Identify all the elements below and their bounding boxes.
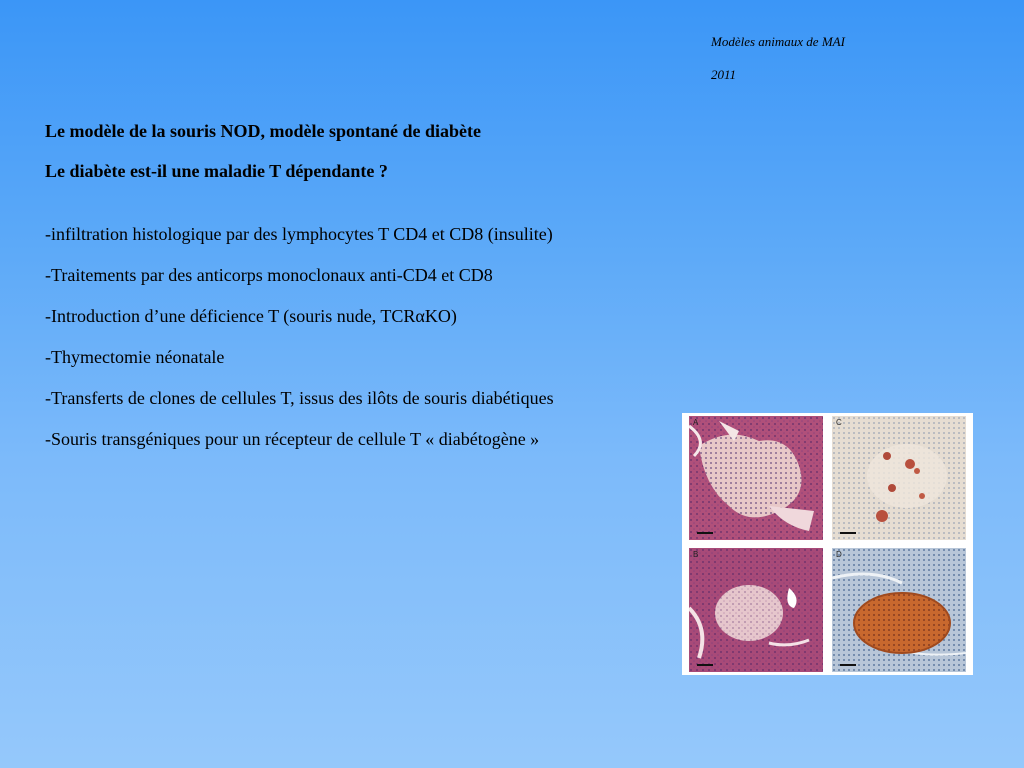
slide-subtitle: Le diabète est-il une maladie T dépendante ? [45, 161, 388, 181]
histology-panel-c [832, 416, 966, 540]
histology-panel-a [689, 416, 823, 540]
bullet-item: -Thymectomie néonatale [45, 347, 225, 367]
panel-letter: A [693, 418, 699, 427]
slide-title: Le modèle de la souris NOD, modèle spontané de diabète [45, 121, 481, 141]
panel-letter: B [693, 550, 699, 559]
scale-bar [697, 532, 713, 534]
bullet-item: -Transferts de clones de cellules T, issus des ilôts de souris diabétiques [45, 388, 554, 408]
panel-letter: D [836, 550, 842, 559]
scale-bar [697, 664, 713, 666]
header-note-year: 2011 [711, 67, 737, 82]
bullet-item: -Traitements par des anticorps monoclonaux anti-CD4 et CD8 [45, 265, 493, 285]
histology-panel-b [689, 548, 823, 672]
panel-letter: C [836, 418, 842, 427]
header-note-title: Modèles animaux de MAI [711, 34, 845, 49]
slide-titles [45, 118, 481, 198]
bullet-item: -Introduction d’une déficience T (souris nude, TCRαKO) [45, 306, 457, 326]
bullet-list [45, 221, 554, 467]
header-note [711, 25, 845, 91]
scale-bar [840, 532, 856, 534]
scale-bar [840, 664, 856, 666]
histology-figure [682, 413, 973, 675]
histology-panel-d [832, 548, 966, 672]
bullet-item: -infiltration histologique par des lymphocytes T CD4 et CD8 (insulite) [45, 224, 553, 244]
bullet-item: -Souris transgéniques pour un récepteur de cellule T « diabétogène » [45, 429, 540, 449]
